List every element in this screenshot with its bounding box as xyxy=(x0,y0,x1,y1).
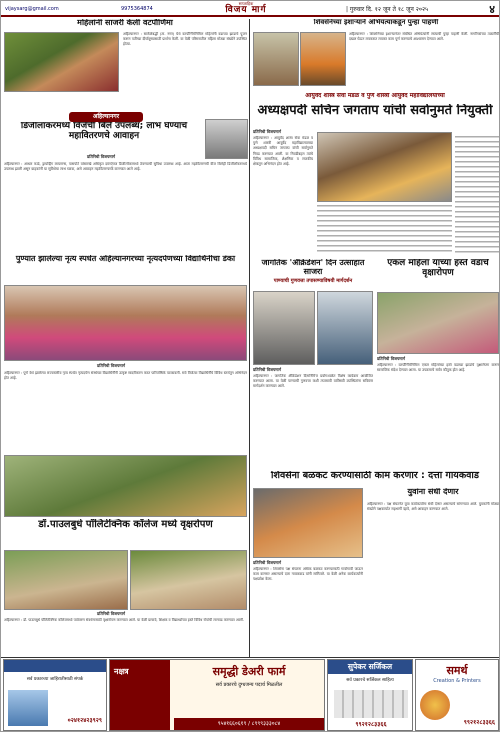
shivsena-warning-headline-box xyxy=(253,19,499,30)
youth-headline-box xyxy=(367,488,499,500)
women-headline: एकल महिला यांच्या हस्ते वडाचे वृक्षारोपण xyxy=(387,259,489,278)
college-photo-2 xyxy=(130,550,247,610)
dance-headline: पुण्यात झालेल्या नृत्य स्पर्धेत अहिल्यानगरच्या नृत्यदर्पणच्या विद्यार्थिनींचा डंका xyxy=(15,255,236,263)
dance-byline: प्रतिनिधी विजयमार्ग xyxy=(97,363,125,368)
column-divider xyxy=(249,19,250,657)
vatpurnima-headline: महिलांनी साजरी केली वटपौर्णिमा xyxy=(77,19,173,27)
main-kicker: आयुर्वेद शास्त्र सेवा मंडळ व पुणे शास्त्री आयुर्वेद महाविद्यालयाच्या xyxy=(305,93,445,99)
section-label: अहिल्यानगर xyxy=(92,113,120,120)
dance-headline-box xyxy=(4,255,247,283)
shivsena-text: अहिल्यानगर : शिवसेना पक्ष संघटना अधिक बळकट करण्यासाठी गावोगावी जाऊन काम करणार असल्याचे दत्ता गायकवाड यांनी सांगितले. या वेळी अनेक कार्यकर्त्यांनी पक्षप्रवेश केला. xyxy=(253,567,363,582)
women-byline: प्रतिनिधी विजयमार्ग xyxy=(377,356,405,361)
dance-text: अहिल्यानगर : पुणे येथे झालेल्या राज्यस्तरीय नृत्य स्पर्धेत नृत्यदर्पण संस्थेच्या विद्यार्थिनींनी उत्कृष्ट सादरीकरण करत पारितोषिके पटकावली. सर्व विजेत्या विद्यार्थिनींचे विविध स्तरांतून अभिनंदन होत आहे. xyxy=(4,371,247,381)
page-number: ४ xyxy=(489,3,495,16)
ad-0-phone: ०२४१२४२३९२९ xyxy=(67,717,102,724)
college-headline: डॉ.पाउलबुधे पॉलिटेक्निक कॉलेज मध्ये वृक्षरोपण xyxy=(38,519,213,530)
women-headline-box xyxy=(377,259,499,289)
accreditation-text: अहिल्यानगर : जागतिक ॲक्रिडेशन दिनानिमित्त प्रयोगशाळेत विशेष कार्यक्रम आयोजित करण्यात आला. या वेळी पाण्याची गुणवत्ता कशी तपासावी याविषयी उपस्थितांना सविस्तर मार्गदर्शन करण्यात आले. xyxy=(253,374,373,389)
accreditation-headline-box xyxy=(253,259,373,289)
vatpurnima-headline-box xyxy=(3,19,247,31)
youth-headline: युवांना संधी देणार xyxy=(407,488,459,496)
college-headline-box xyxy=(4,519,247,549)
digilocker-text: अहिल्यानगर : आधार कार्ड, ड्रायव्हिंग लायसन्स, पासपोर्ट यांसारखे अधिकृत दस्तऐवज डिजीलॉकरमध्ये ठेवण्याची सुविधा उपलब्ध आहे. आता महावितरणची वीज बिलेही डिजीलॉकरमध्ये उपलब्ध झाली असून ग्राहकांनी या सुविधेचा लाभ घ्यावा, असे आवाहन महावितरणतर्फे करण्यात आले आहे. xyxy=(4,162,247,172)
shivsena-photo xyxy=(253,488,363,558)
ad-3-sub: Creation & Printers xyxy=(433,678,481,684)
ad-0-sub: सर्व प्रकारच्या जाहिरातीसाठी संपर्क xyxy=(26,677,84,682)
main-headline: अध्यक्षपदी सचिन जगताप यांची सर्वानुमते नियुक्ती xyxy=(257,104,493,118)
issue-date: | गुरुवार दि. १२ जून ते १८ जून २०२५ xyxy=(346,6,429,13)
ad-1-phone: ९५४१६६०६१९ / ८९९९३३३०८४ xyxy=(174,718,324,730)
ad-1-sub: सर्व प्रकारचे दुग्धजन्य पदार्थ मिळतील xyxy=(215,682,283,688)
shivsena-headline-box xyxy=(251,471,499,485)
masthead-strip xyxy=(1,1,500,17)
email-text: vijaysarg@gmail.com xyxy=(5,6,59,12)
ad-1-label: नक्षत्र xyxy=(114,667,129,676)
shivsena-byline: प्रतिनिधी विजयमार्ग xyxy=(253,560,281,565)
digilocker-byline: प्रतिनिधी विजयमार्ग xyxy=(87,154,115,159)
ad-2-sub: सर्व प्रकारचे सर्जिकल साहित्य xyxy=(346,678,394,683)
ad-box-2 xyxy=(327,659,413,731)
main-side-text-lines xyxy=(455,136,499,254)
ad-box-3 xyxy=(415,659,499,731)
ad-3-title: समर्थ xyxy=(446,664,468,677)
author-photo xyxy=(205,119,248,159)
accreditation-headline: जागतिक 'ॲक्रिडेशन' दिन उत्साहात साजरा xyxy=(261,259,365,276)
shivsena-warning-text: अहिल्यानगर : शिवसेनेच्या इशाऱ्यानंतर संबंधित अभियंत्यांनी रस्त्याची पुन्हा पाहणी केली. नागरिकांच्या तक्रारींची दखल घेऊन लवकरात लवकर काम पूर्ण करण्याचे आश्वासन देण्यात आले. xyxy=(349,32,499,42)
section-label-box xyxy=(69,112,143,122)
ad-2-phone: ९९२१२८३३६६ xyxy=(355,721,387,728)
ad-box-1 xyxy=(109,659,325,731)
college-byline: प्रतिनिधी विजयमार्ग xyxy=(97,611,125,616)
accreditation-photo-2 xyxy=(317,291,373,365)
dance-group-photo xyxy=(4,285,247,361)
shivsena-headline: शिवसेना बळकट करण्यासाठी काम करणार : दत्ता गायकवाड xyxy=(271,471,479,481)
college-photo-1 xyxy=(4,550,128,610)
college-text: अहिल्यानगर : डॉ. पाउलबुधे पॉलिटेक्निक कॉलेजमध्ये पर्यावरण संवर्धनासाठी वृक्षारोपण करण्यात आले. या वेळी प्राचार्य, शिक्षक व विद्यार्थ्यांच्या हस्ते विविध रोपांची लागवड करण्यात आली. xyxy=(4,618,245,622)
students-photo xyxy=(4,455,247,517)
main-text: अहिल्यानगर : आयुर्वेद शास्त्र सेवा मंडळ व पुणे शास्त्री आयुर्वेद महाविद्यालयाच्या अध्यक्षपदी सचिन जगताप यांची सर्वानुमते निवड करण्यात आली. या निवडीबद्दल त्यांचे विविध सामाजिक, शैक्षणिक व राजकीय क्षेत्रातून अभिनंदन होत आहे. xyxy=(253,136,313,167)
shivsena-warning-headline: शिवसेनेच्या इशाऱ्याने अभियंत्याकडून पुन्हा पाहणी xyxy=(313,19,439,26)
accreditation-byline: प्रतिनिधी विजयमार्ग xyxy=(253,367,281,372)
brand-name: विजय मार्ग xyxy=(225,5,267,15)
warning-photo-1 xyxy=(253,32,299,86)
women-text: अहिल्यानगर : वटपौर्णिमेनिमित्त एकल महिलांच्या हस्ते वडाच्या झाडांचे वृक्षारोपण करून सामाजिक संदेश देण्यात आला. या उपक्रमाचे सर्वत्र कौतुक होत आहे. xyxy=(377,363,499,373)
brand-logo: साप्ताहिक विजय मार्ग xyxy=(225,1,267,15)
ad-1-title: समृद्धी डेअरी फार्म xyxy=(212,665,286,678)
digilocker-headline-box xyxy=(4,122,204,152)
ad-3-phone: ९९२१२८३३६६ xyxy=(463,719,495,726)
ad-box-0 xyxy=(3,659,107,731)
accreditation-subhead: पाण्याची गुणवत्ता तपासण्याविषयी मार्गदर्शन xyxy=(273,277,353,284)
youth-text: अहिल्यानगर : पक्ष संघटनेत युवा कार्यकर्त्यांना संधी देणार असल्याचे सांगण्यात आले. युवकांनी मोठ्या संख्येने पक्षकार्यात सहभागी व्हावे, असे आवाहन करण्यात आले. xyxy=(367,502,499,512)
vatpurnima-text: अहिल्यानगर : सारोळेबद्धी (ता. नगर) येथे वटपौर्णिमेनिमित्त महिलांनी वडाच्या झाडाचे पूजन करून पतीच्या दीर्घायुष्यासाठी प्रार्थना केली. या वेळी परिसरातील महिला मोठ्या संख्येने उपस्थित होत्या. xyxy=(123,32,247,47)
warning-photo-2 xyxy=(300,32,346,86)
digilocker-headline: डिजीलॉकरमध्ये विजेची बिले उपलब्ध; लाभ घेण्याचे महावितरणचे आवाहन xyxy=(20,122,188,141)
accreditation-photo-1 xyxy=(253,291,315,365)
ad-2-title: सुपेकर सर्जिकल xyxy=(328,660,412,674)
ads-divider xyxy=(1,657,500,658)
women-photo xyxy=(377,292,499,354)
main-byline: प्रतिनिधी विजयमार्ग xyxy=(253,129,281,134)
main-headline-box xyxy=(251,104,499,126)
vatpurnima-photo xyxy=(4,32,119,92)
main-column-text-lines xyxy=(317,205,452,255)
main-photo xyxy=(317,132,452,202)
phone-text: 9975364874 xyxy=(121,6,153,12)
main-kicker-box xyxy=(251,93,499,103)
